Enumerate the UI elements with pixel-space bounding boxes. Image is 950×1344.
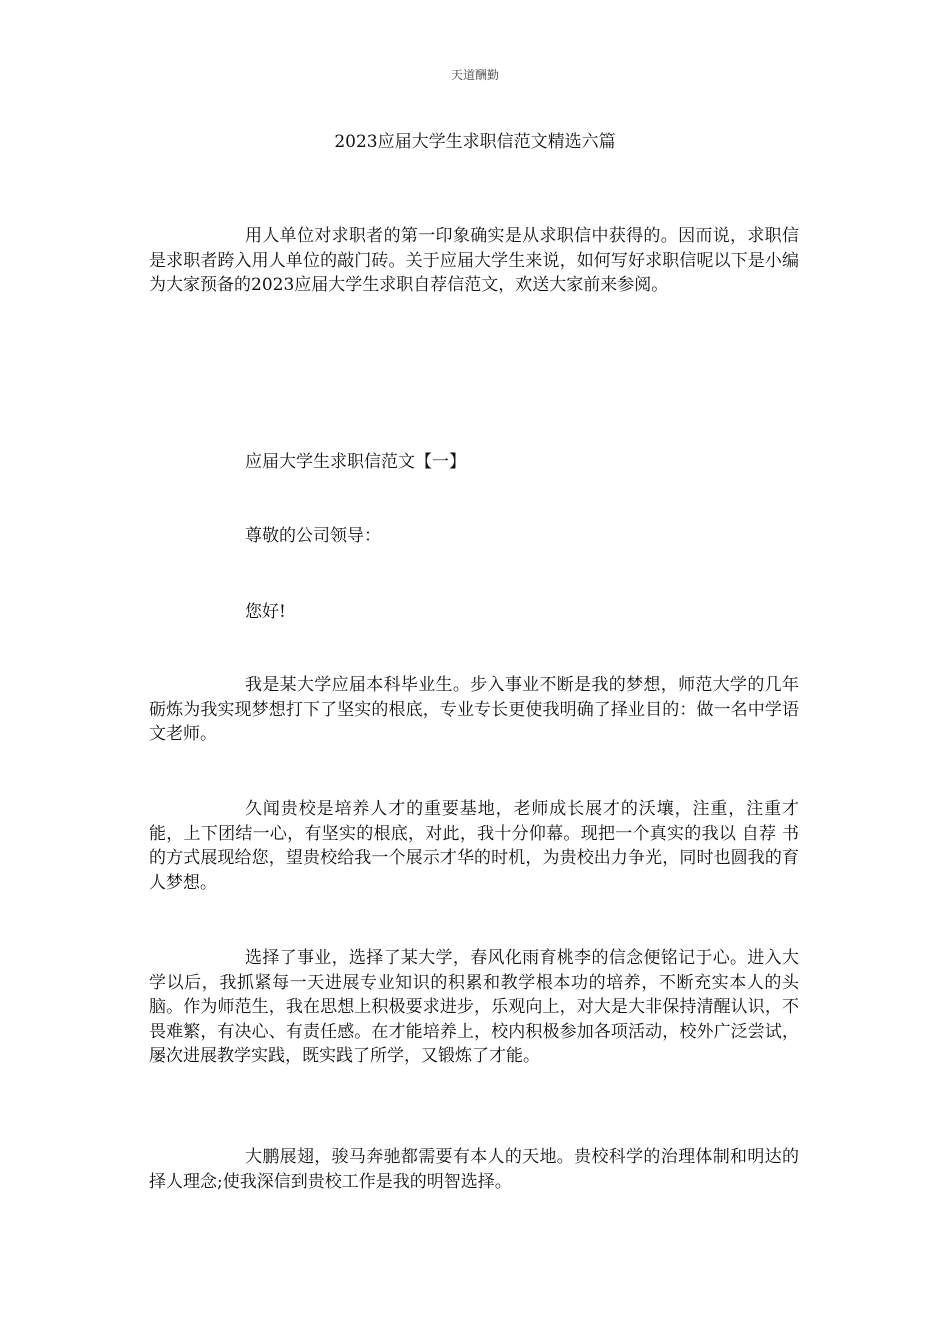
document-title: 2023应届大学生求职信范文精选六篇: [334, 132, 616, 152]
page-header: 天道酬勤: [450, 68, 499, 82]
section-heading: 应届大学生求职信范文【一】: [245, 452, 466, 472]
body-paragraph: 选择了事业，选择了某大学，春风化雨育桃李的信念便铭记于心。进入大学以后，我抓紧每一天进展专业知识的积累和教学根本功的培养，不断充实本人的头脑。作为师范生，我在思想上积极要求进步，乐观向上，对大是大非保持清醒认识，不畏难繁，有决心、有责任感。在才能培养上，校内积极参加各项活动，校外广泛尝试，屡次进展教学实践，既实践了所学，又锻炼了才能。: [149, 948, 799, 1067]
greeting: 您好!: [245, 602, 286, 622]
salutation: 尊敬的公司领导：: [245, 526, 381, 546]
body-paragraph: 久闻贵校是培养人才的重要基地，老师成长展才的沃壤，注重，注重才能，上下团结一心，有坚实的根底，对此，我十分仰幕。现把一个真实的我以 自荐 书的方式展现给您，望贵校给我一个展示才华的时机，为贵校出力争光，同时也圆我的育人梦想。: [149, 799, 799, 893]
intro-paragraph: 用人单位对求职者的第一印象确实是从求职信中获得的。因而说，求职信是求职者跨入用人单位的敲门砖。关于应届大学生来说，如何写好求职信呢以下是小编为大家预备的2023应届大学生求职自荐信范文，欢送大家前来参阅。: [149, 226, 799, 296]
body-paragraph: 大鹏展翅，骏马奔驰都需要有本人的天地。贵校科学的治理体制和明达的择人理念;使我深信到贵校工作是我的明智选择。: [149, 1147, 799, 1192]
body-paragraph: 我是某大学应届本科毕业生。步入事业不断是我的梦想，师范大学的几年砺炼为我实现梦想打下了坚实的根底，专业专长更使我明确了择业目的：做一名中学语文老师。: [149, 675, 799, 745]
